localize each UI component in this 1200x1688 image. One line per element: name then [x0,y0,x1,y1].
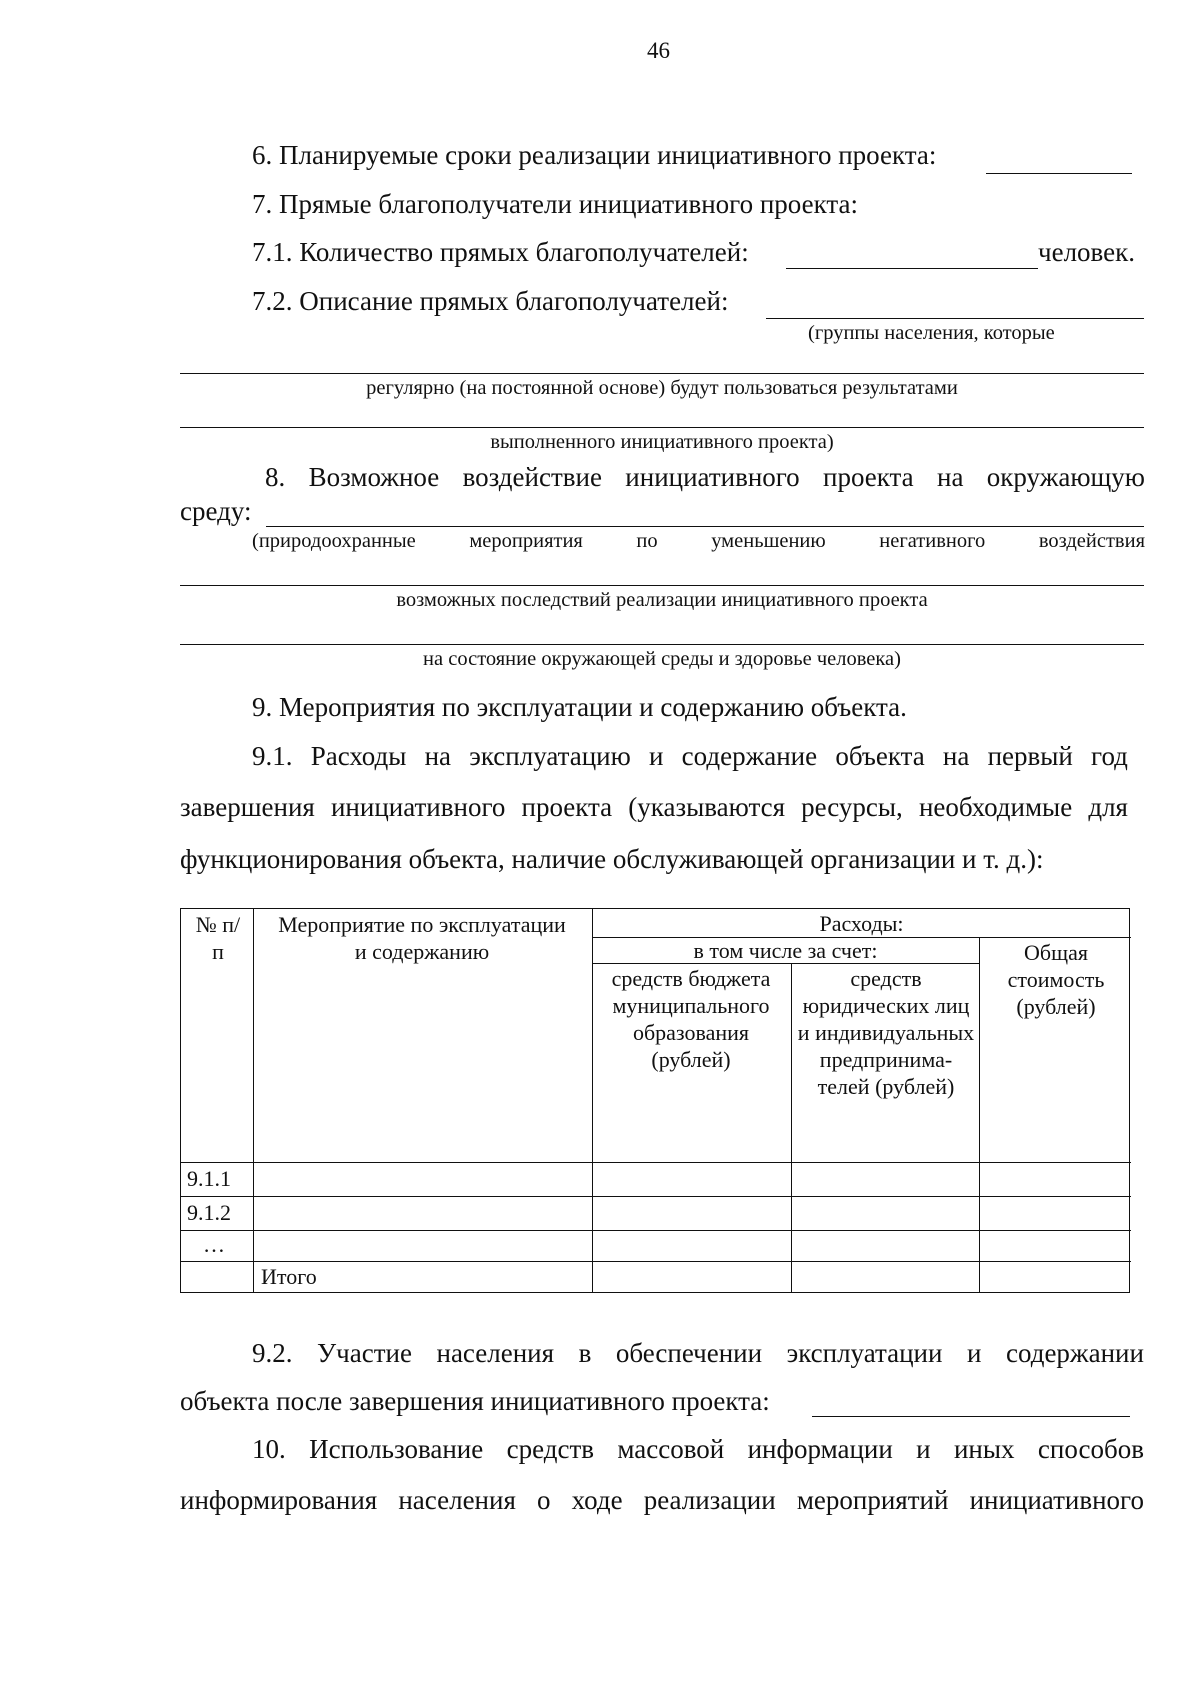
item-7-text: 7. Прямые благополучатели инициативного проекта: [252,189,858,219]
item-10-word: о [537,1485,551,1515]
item-9-1-word: объекта [835,741,925,771]
item-7-1-text: 7.1. Количество прямых благополучателей: [252,237,749,267]
item-9-2-line-2: объекта после завершения инициативного проекта: [180,1386,770,1416]
header-expenses: Расходы: [819,911,904,936]
item-8-word: проекта [823,462,914,492]
expenses-table [180,908,1130,1293]
item-9-1-word: на [424,741,452,771]
item-7-1-unit: человек. [1038,237,1135,267]
item-9-1-line-2 [180,792,1128,823]
item-9-2-fill-line [812,1416,1130,1417]
item-8-line-1 [265,462,1145,493]
item-9-2-word: эксплуатации [786,1338,943,1368]
item-9-1-word: год [1091,741,1128,771]
item-10-word: информирования [180,1485,378,1515]
table-col-divider [979,937,980,1292]
item-9-1-word: проекта [521,792,613,822]
item-7-2-text: 7.2. Описание прямых благополучателей: [252,286,729,316]
item-10-word: инициативного [969,1485,1144,1515]
item-9-1-word: эксплуатацию [469,741,631,771]
header-legal: средств юридических лиц и индивидуальных предпринима-телей (рублей) [797,966,975,1099]
item-10-word: массовой [617,1434,725,1464]
item-9-2-line-1 [252,1338,1144,1369]
table-row-number: 9.1.2 [187,1200,231,1225]
table-row-number: 9.1.1 [187,1166,231,1191]
page-number: 46 [647,38,670,63]
item-9-1-word: 9.1. [252,741,293,771]
item-8-fill-line [266,526,1144,527]
item-10-line-2 [180,1485,1144,1516]
item-9-1-word: инициативного [330,792,506,822]
item-8-continuation: среду: [180,496,252,526]
item-10-word: 10. [252,1434,286,1464]
item-10-word: реализации [643,1485,776,1515]
item-9-1-line-3: функционирования объекта, наличие обслуживающей организации и т. д.): [180,844,1044,874]
item-10-word: информации [747,1434,893,1464]
header-budget: средств бюджета муниципального образования (рублей) [611,966,771,1072]
item-9-2-word: обеспечении [615,1338,763,1368]
item-8-word: окружающую [986,462,1145,492]
item-9-text: 9. Мероприятия по эксплуатации и содержанию объекта. [252,692,907,722]
item-9-1-word: завершения [180,792,315,822]
item-8-hint-word: уменьшению [711,530,826,552]
item-8-hint-1 [252,530,1145,553]
item-7-2-line-3 [180,427,1144,428]
table-total-label: Итого [261,1264,317,1289]
table-row-divider [181,1230,1131,1231]
table-col-divider [253,909,254,1292]
item-7-1-fill-line [786,268,1038,269]
item-7-2-hint-2: регулярно (на постоянной основе) будут пользоваться результатами [366,377,958,399]
item-10-word: населения [398,1485,516,1515]
item-9-2-word: содержании [1006,1338,1144,1368]
header-including: в том числе за счет: [693,938,878,963]
item-9-2-word: в [578,1338,592,1368]
item-9-2-word: и [967,1338,982,1368]
item-9-1-word: (указываются [628,792,785,822]
item-9-1-word: первый [987,741,1073,771]
item-10-line-1 [252,1434,1144,1465]
item-10-word: мероприятий [796,1485,949,1515]
table-row-divider [181,1162,1131,1163]
item-7-2-hint-3: выполненного инициативного проекта) [490,431,834,453]
item-8-hint-word: по [636,530,658,552]
item-9-1-line-1 [252,741,1128,772]
item-8-line-2 [180,585,1144,586]
item-10-word: ходе [571,1485,623,1515]
item-8-line-3 [180,644,1144,645]
item-10-word: способов [1037,1434,1144,1464]
header-event: Мероприятие по эксплуатации и содержанию [278,912,566,964]
item-9-2-word: Участие [317,1338,412,1368]
item-10-word: иных [953,1434,1015,1464]
item-7-2-hint-1: (группы населения, которые [808,322,1055,344]
item-8-hint-3: на состояние окружающей среды и здоровье человека) [423,648,901,670]
table-col-divider [592,909,593,1292]
item-9-2-word: населения [436,1338,555,1368]
item-9-2-word: 9.2. [252,1338,293,1368]
item-9-1-word: и [649,741,664,771]
item-8-hint-word: мероприятия [469,530,583,552]
item-8-hint-word: негативного [879,530,986,552]
item-9-1-word: на [942,741,970,771]
table-row-divider [181,1261,1131,1262]
item-6-text: 6. Планируемые сроки реализации инициативного проекта: [252,140,937,170]
item-8-word: воздействие [462,462,602,492]
item-9-1-word: Расходы [310,741,407,771]
item-8-hint-2: возможных последствий реализации инициативного проекта [396,589,928,611]
item-6-fill-line [986,173,1132,174]
table-row-divider [181,1196,1131,1197]
item-8-hint-word: (природоохранные [252,530,416,552]
header-num: № п/п [195,912,241,964]
item-8-word: 8. [265,462,286,492]
item-8-hint-word: воздействия [1038,530,1145,552]
item-8-word: инициативного [625,462,800,492]
item-9-1-word: ресурсы, [801,792,903,822]
item-7-2-fill-line [766,318,1144,319]
header-total: Общая стоимость (рублей) [1007,940,1105,1019]
item-9-1-word: необходимые [918,792,1073,822]
item-7-2-line-2 [180,373,1144,374]
item-8-word: Возможное [308,462,440,492]
item-10-word: Использование [309,1434,484,1464]
item-9-1-word: содержание [681,741,818,771]
item-10-word: средств [506,1434,594,1464]
item-9-1-word: для [1088,792,1128,822]
item-10-word: и [916,1434,931,1464]
item-8-word: на [937,462,964,492]
table-col-divider [791,963,792,1292]
table-row-number: … [203,1232,225,1257]
